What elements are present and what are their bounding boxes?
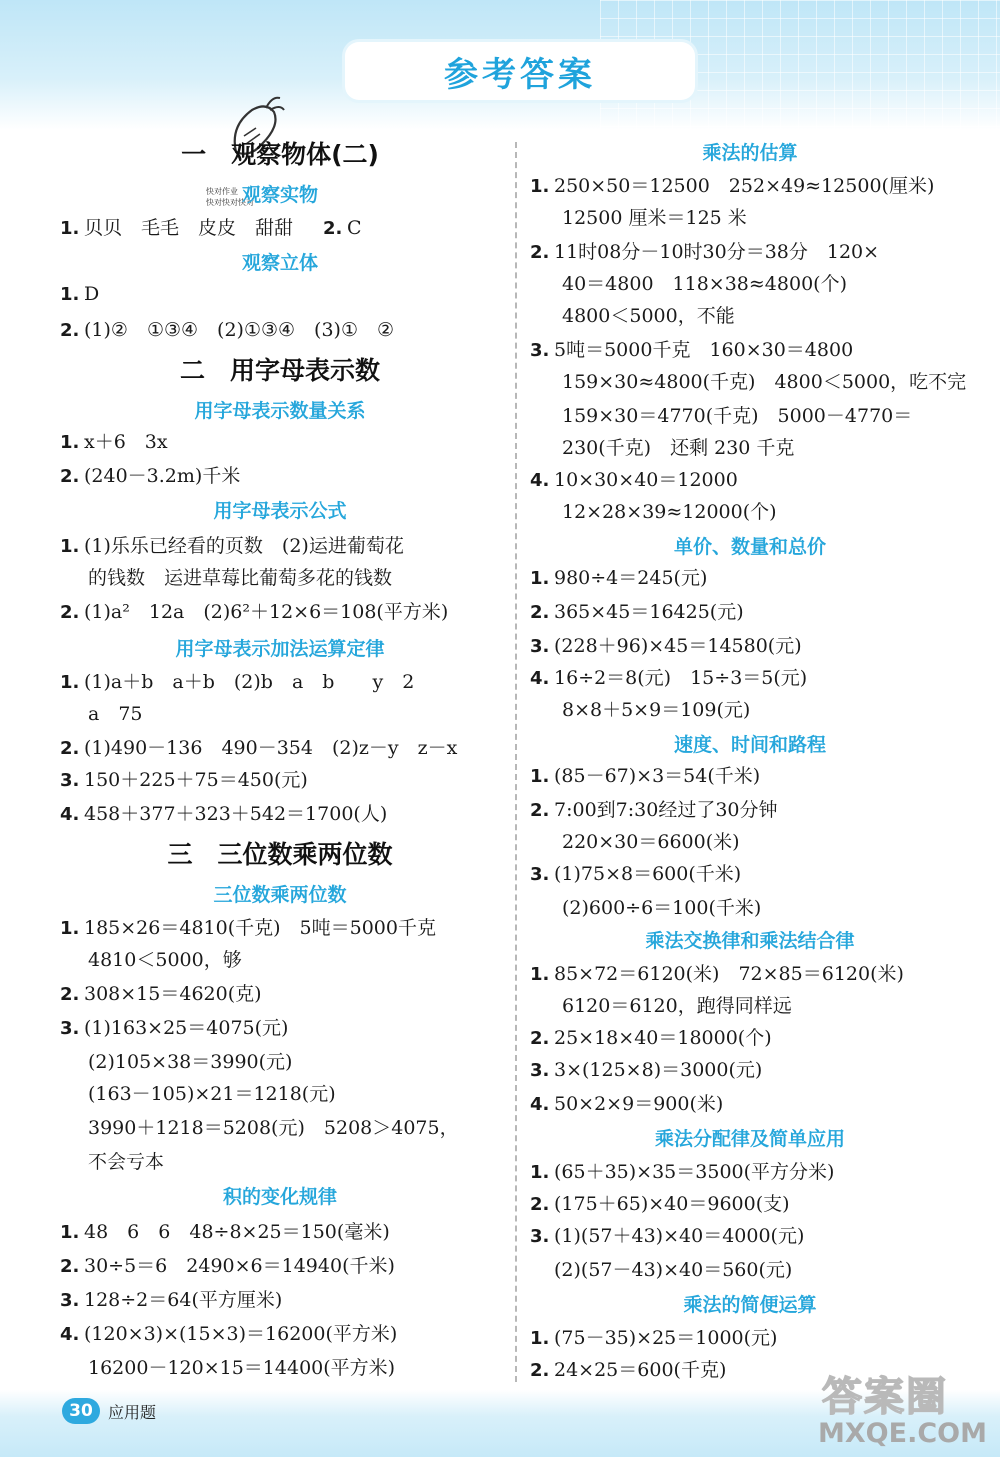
section-heading: 用字母表示公式 <box>213 500 347 522</box>
answer-line-cont: 3990＋1218＝5208(元) 5208＞4075， <box>88 1117 459 1139</box>
logo-caption-line2: 快对快对快对 <box>206 198 254 207</box>
page-title: 参考答案 <box>444 54 596 95</box>
answer-line: 2. (1)a² 12a (2)6²＋12×6＝108(平方米) <box>60 601 449 623</box>
answer-line: 2. 24×25＝600(千克) <box>530 1359 727 1381</box>
answer-line-cont: 159×30＝4770(千克) 5000－4770＝ <box>562 405 913 427</box>
answer-line: 2. 11时08分－10时30分＝38分 120× <box>530 241 880 263</box>
answer-line: 3. 150＋225＋75＝450(元) <box>60 769 308 791</box>
answer-line: 4. (120×3)×(15×3)＝16200(平方米) <box>60 1323 398 1345</box>
answer-line: 4. 10×30×40＝12000 <box>530 469 738 491</box>
footer-label: 应用题 <box>108 1403 157 1422</box>
answer-line-cont: 6120＝6120，跑得同样远 <box>562 995 792 1017</box>
answer-line-cont: a 75 <box>88 703 143 725</box>
watermark-cn: 答案圈 <box>822 1374 948 1420</box>
chapter-heading: 二 用字母表示数 <box>179 356 380 385</box>
answer-line-cont: (2)105×38＝3990(元) <box>88 1051 293 1073</box>
section-heading: 观察立体 <box>241 252 318 274</box>
answer-line-cont: 159×30≈4800(千克) 4800＜5000，吃不完 <box>562 371 967 393</box>
section-heading: 乘法分配律及简单应用 <box>654 1128 845 1150</box>
answer-line: 3. 128÷2＝64(平方厘米) <box>60 1289 283 1311</box>
answer-line-cont: (2)(57－43)×40＝560(元) <box>554 1259 793 1281</box>
answer-line: 2. (1)490－136 490－354 (2)z－y z－x <box>60 737 458 759</box>
answer-line: 2. (240－3.2m)千米 <box>60 465 241 487</box>
section-heading: 乘法的简便运算 <box>683 1294 817 1316</box>
answer-line-cont: 220×30＝6600(米) <box>562 831 740 853</box>
answer-line-cont: 的钱数 运进草莓比葡萄多花的钱数 <box>88 567 393 589</box>
answer-line: 2. (1)② ①③④ (2)①③④ (3)① ② <box>60 319 395 341</box>
section-heading: 单价、数量和总价 <box>673 536 826 558</box>
answer-line-cont: 4800＜5000，不能 <box>562 305 735 327</box>
answer-line: 1. 185×26＝4810(千克) 5吨＝5000千克 <box>60 917 436 939</box>
answer-line: 3. (228＋96)×45＝14580(元) <box>530 635 802 657</box>
answer-line: 1. D <box>60 283 100 305</box>
column-divider <box>515 142 517 1382</box>
answer-line: 3. 5吨＝5000千克 160×30＝4800 <box>530 339 854 361</box>
answer-line: 3. (1)75×8＝600(千米) <box>530 863 742 885</box>
section-heading: 用字母表示数量关系 <box>194 400 366 422</box>
answer-line: 1. 48 6 6 48÷8×25＝150(毫米) <box>60 1221 390 1243</box>
answer-line-cont: 40＝4800 118×38≈4800(个) <box>562 273 847 295</box>
chapter-heading: 一 观察物体(二) <box>181 140 379 169</box>
answer-line: 4. 50×2×9＝900(米) <box>530 1093 724 1115</box>
chapter-heading: 三 三位数乘两位数 <box>167 840 393 869</box>
answer-line: 1. (65＋35)×35＝3500(平方分米) <box>530 1161 835 1183</box>
answer-line: 1. (85－67)×3＝54(千米) <box>530 765 761 787</box>
answer-line-cont: 8×8＋5×9＝109(元) <box>562 699 751 721</box>
page-number-badge: 30 <box>62 1398 100 1424</box>
answer-line: 4. 16÷2＝8(元) 15÷3＝5(元) <box>530 667 808 689</box>
answer-line: 1. (1)a＋b a＋b (2)b a b y 2 <box>60 671 415 693</box>
answer-line: 2. 30÷5＝6 2490×6＝14940(千米) <box>60 1255 395 1277</box>
answer-line: 1. 980÷4＝245(元) <box>530 567 708 589</box>
answer-line: 1. (1)乐乐已经看的页数 (2)运进葡萄花 <box>60 535 404 557</box>
answer-line-cont: 230(千克) 还剩 230 千克 <box>562 437 795 459</box>
answer-line-cont: 12×28×39≈12000(个) <box>562 501 777 523</box>
answer-line: 2. 7:00到7:30经过了30分钟 <box>530 799 778 821</box>
answer-line-cont: 4810＜5000，够 <box>88 949 242 971</box>
section-heading: 速度、时间和路程 <box>673 734 826 756</box>
answer-line: 1. x＋6 3x <box>60 431 168 453</box>
section-heading: 用字母表示加法运算定律 <box>175 638 385 660</box>
answer-line: 2. 365×45＝16425(元) <box>530 601 744 623</box>
answer-line: 2. (175＋65)×40＝9600(支) <box>530 1193 790 1215</box>
answer-line: 3. (1)163×25＝4075(元) <box>60 1017 289 1039</box>
answer-line: 1. (75－35)×25＝1000(元) <box>530 1327 778 1349</box>
answer-line-cont: 12500 厘米＝125 米 <box>562 207 747 229</box>
answer-line-cont: 16200－120×15＝14400(平方米) <box>88 1357 396 1379</box>
logo-caption-line1: 快对作业 <box>206 187 238 196</box>
answer-line-cont: (2)600÷6＝100(千米) <box>562 897 762 919</box>
section-heading: 积的变化规律 <box>222 1186 337 1208</box>
answer-line: 1. 250×50＝12500 252×49≈12500(厘米) <box>530 175 935 197</box>
section-heading: 乘法的估算 <box>702 142 798 164</box>
section-heading: 乘法交换律和乘法结合律 <box>645 930 855 952</box>
answer-line-cont: (163－105)×21＝1218(元) <box>88 1083 336 1105</box>
answer-line: 3. 3×(125×8)＝3000(元) <box>530 1059 763 1081</box>
answer-line-cont: 不会亏本 <box>88 1151 165 1173</box>
title-box <box>345 42 695 100</box>
answer-line: 1. 85×72＝6120(米) 72×85＝6120(米) <box>530 963 904 985</box>
answer-line: 2. 308×15＝4620(克) <box>60 983 262 1005</box>
answer-line: 4. 458＋377＋323＋542＝1700(人) <box>60 803 388 825</box>
answer-line: 3. (1)(57＋43)×40＝4000(元) <box>530 1225 805 1247</box>
answer-line: 1. 贝贝 毛毛 皮皮 甜甜 2. C <box>60 217 362 239</box>
section-heading: 观察实物 <box>241 184 318 206</box>
section-heading: 三位数乘两位数 <box>213 884 347 906</box>
watermark-en: MXQE.COM <box>818 1418 987 1449</box>
answer-line: 2. 25×18×40＝18000(个) <box>530 1027 772 1049</box>
